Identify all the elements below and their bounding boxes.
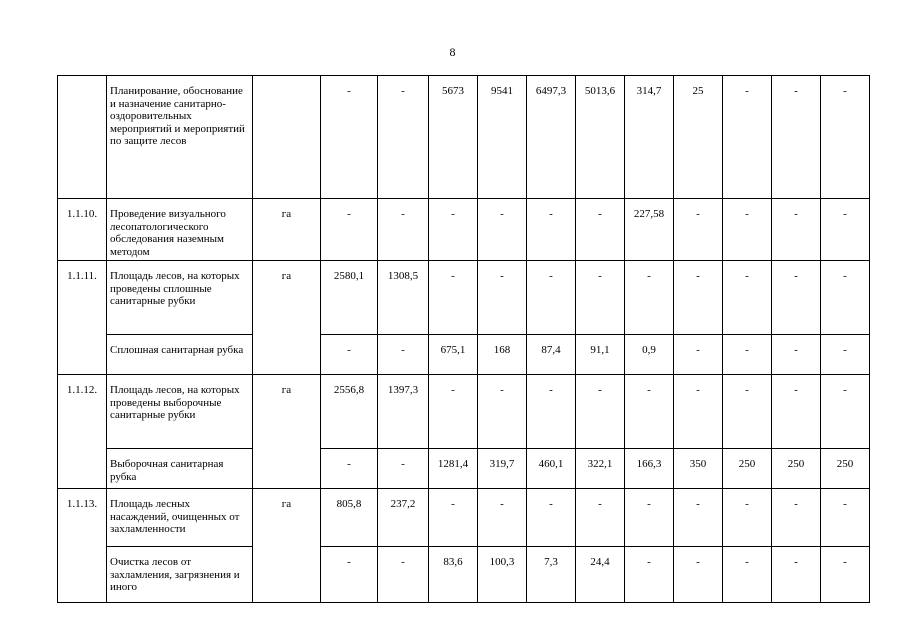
row-value: 460,1 [527,449,576,489]
row-value: 100,3 [478,547,527,603]
row-value: - [321,199,378,261]
table-row [58,449,870,489]
row-value: - [527,261,576,335]
row-value: - [723,489,772,547]
row-value: - [576,261,625,335]
row-value: - [378,199,429,261]
row-value: - [821,199,870,261]
table-row [58,489,870,547]
row-value: 25 [674,76,723,199]
row-value: - [527,199,576,261]
row-value: - [674,199,723,261]
row-value: - [429,261,478,335]
table-row [58,547,870,603]
row-value: - [674,489,723,547]
row-value: - [821,335,870,375]
row-value: 5013,6 [576,76,625,199]
table-row [58,375,870,449]
row-value: - [625,375,674,449]
row-value: - [321,76,378,199]
row-value: - [321,335,378,375]
row-value: - [625,547,674,603]
row-value: - [772,335,821,375]
row-name: Площадь лесов, на которых проведены выборочные санитарные рубки [107,375,253,449]
row-value: 168 [478,335,527,375]
row-name: Очистка лесов от захламления, загрязнения и иного [107,547,253,603]
row-value: - [478,199,527,261]
row-value: - [674,375,723,449]
row-value: 5673 [429,76,478,199]
row-value: 227,58 [625,199,674,261]
forest-protection-table [57,75,870,603]
row-value: 250 [723,449,772,489]
row-value: 87,4 [527,335,576,375]
row-value: - [772,547,821,603]
row-value: 322,1 [576,449,625,489]
row-value: - [821,76,870,199]
table-row [58,76,870,199]
row-value: - [321,449,378,489]
row-value: 250 [821,449,870,489]
row-unit: га [253,375,321,489]
row-unit: га [253,199,321,261]
row-value: 237,2 [378,489,429,547]
row-name: Планирование, обоснование и назначение санитарно-оздоровительных мероприятий и мероприятий по защите лесов [107,76,253,199]
row-value: 319,7 [478,449,527,489]
row-value: - [378,76,429,199]
row-value: 250 [772,449,821,489]
row-value: - [772,261,821,335]
row-value: - [625,261,674,335]
row-name: Сплошная санитарная рубка [107,335,253,375]
row-value: - [772,375,821,449]
row-value: - [772,489,821,547]
table-row [58,199,870,261]
row-value: - [429,375,478,449]
row-value: - [821,489,870,547]
row-value: - [321,547,378,603]
row-value: 166,3 [625,449,674,489]
row-number: 1.1.13. [58,489,107,603]
row-number: 1.1.12. [58,375,107,489]
row-value: - [625,489,674,547]
row-value: - [378,547,429,603]
row-number: 1.1.10. [58,199,107,261]
row-value: - [576,375,625,449]
row-value: - [478,489,527,547]
table-row [58,261,870,335]
row-value: - [478,375,527,449]
table-row [58,335,870,375]
row-value: 1308,5 [378,261,429,335]
row-unit [253,76,321,199]
row-value: - [674,547,723,603]
row-value: - [772,199,821,261]
row-value: - [821,547,870,603]
row-value: - [674,335,723,375]
row-number: 1.1.11. [58,261,107,375]
row-value: - [723,547,772,603]
row-value: - [723,261,772,335]
row-name: Площадь лесных насаждений, очищенных от захламленности [107,489,253,547]
row-value: - [772,76,821,199]
row-name: Площадь лесов, на которых проведены сплошные санитарные рубки [107,261,253,335]
row-value: - [723,335,772,375]
row-value: 7,3 [527,547,576,603]
row-value: - [723,375,772,449]
row-value: - [674,261,723,335]
row-value: - [576,199,625,261]
row-name: Проведение визуального лесопатологического обследования наземным методом [107,199,253,261]
row-value: 675,1 [429,335,478,375]
row-value: - [378,449,429,489]
row-value: 83,6 [429,547,478,603]
row-unit: га [253,489,321,603]
row-value: - [821,375,870,449]
row-value: - [478,261,527,335]
page-number: 8 [449,45,456,59]
row-value: 24,4 [576,547,625,603]
row-value: 6497,3 [527,76,576,199]
row-value: - [429,489,478,547]
row-value: - [576,489,625,547]
row-value: - [527,375,576,449]
row-value: 2580,1 [321,261,378,335]
row-value: 0,9 [625,335,674,375]
row-value: 314,7 [625,76,674,199]
row-value: - [821,261,870,335]
row-value: 2556,8 [321,375,378,449]
row-value: - [723,199,772,261]
row-value: 1397,3 [378,375,429,449]
row-value: - [723,76,772,199]
row-value: 1281,4 [429,449,478,489]
row-value: 91,1 [576,335,625,375]
row-value: 350 [674,449,723,489]
row-value: - [527,489,576,547]
row-value: - [378,335,429,375]
row-value: - [429,199,478,261]
row-value: 9541 [478,76,527,199]
row-name: Выборочная санитарная рубка [107,449,253,489]
table-body [58,76,870,603]
row-number [58,76,107,199]
row-value: 805,8 [321,489,378,547]
row-unit: га [253,261,321,375]
